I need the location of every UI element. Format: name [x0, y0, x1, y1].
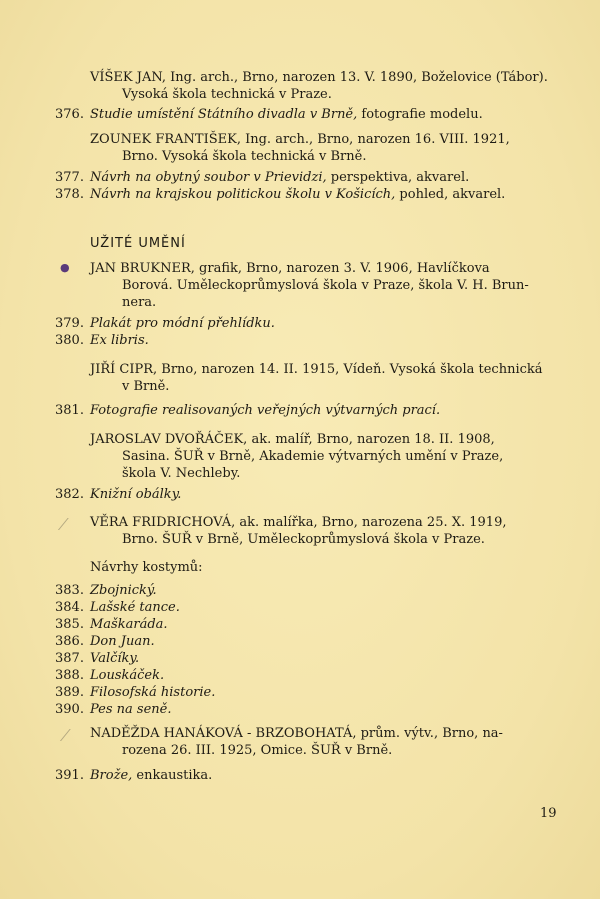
item-number: 379.	[55, 316, 84, 331]
item-number: 384.	[55, 600, 84, 615]
item-number: 383.	[55, 583, 84, 598]
item-number: 382.	[55, 487, 84, 502]
page-number: 19	[540, 806, 557, 821]
artist-header-line: nera.	[122, 295, 157, 310]
artist-header-line: Vysoká škola technická v Praze.	[122, 87, 332, 102]
item-number: 377.	[55, 170, 84, 185]
item-text	[90, 169, 469, 186]
item-number: 390.	[55, 702, 84, 717]
item-medium: fotografie modelu.	[357, 107, 483, 122]
item-title: Návrh na krajskou politickou školu v Košicích,	[90, 187, 396, 202]
item-number: 389.	[55, 685, 84, 700]
artist-header-line: rozena 26. III. 1925, Omice. ŠUŘ v Brně.	[122, 743, 393, 758]
artist-header-line: NADĚŽDA HANÁKOVÁ - BRZOBOHATÁ, prům. výtv., Brno, na-	[90, 726, 503, 741]
artist-header-line: škola V. Nechleby.	[122, 466, 241, 481]
item-number: 391.	[55, 768, 84, 783]
item-number: 386.	[55, 634, 84, 649]
artist-header-line: JAN BRUKNER, grafik, Brno, narozen 3. V. 1906, Havlíčkova	[90, 261, 490, 276]
item-number: 378.	[55, 187, 84, 202]
item-title: Plakát pro módní přehlídku.	[90, 316, 275, 331]
item-text	[90, 767, 212, 784]
item-title: Knižní obálky.	[90, 487, 182, 502]
artist-header-line: Sasina. ŠUŘ v Brně, Akademie výtvarných umění v Praze,	[122, 449, 504, 464]
item-title: Zbojnický.	[90, 583, 157, 598]
item-text	[90, 186, 505, 203]
item-title: Louskáček.	[90, 668, 165, 683]
item-title: Studie umístění Státního divadla v Brně,	[90, 107, 358, 122]
artist-header-line: ZOUNEK FRANTIŠEK, Ing. arch., Brno, narozen 16. VIII. 1921,	[90, 132, 510, 147]
item-medium: enkaustika.	[132, 768, 213, 783]
artist-header-line: Brno. ŠUŘ v Brně, Uměleckoprůmyslová škola v Praze.	[122, 532, 485, 547]
artist-header-line: Borová. Uměleckoprůmyslová škola v Praze, škola V. H. Brun-	[122, 278, 529, 293]
section-heading: UŽITÉ UMĚNÍ	[90, 236, 186, 251]
subheading: Návrhy kostymů:	[90, 560, 203, 575]
item-number: 376.	[55, 107, 84, 122]
artist-header-line: Brno. Vysoká škola technická v Brně.	[122, 149, 367, 164]
item-title: Don Juan.	[90, 634, 155, 649]
item-text	[90, 106, 483, 123]
item-title: Ex libris.	[90, 333, 149, 348]
item-medium: perspektiva, akvarel.	[326, 170, 470, 185]
item-number: 385.	[55, 617, 84, 632]
item-title: Valčíky.	[90, 651, 140, 666]
item-number: 387.	[55, 651, 84, 666]
artist-header-line: VÍŠEK JAN, Ing. arch., Brno, narozen 13. V. 1890, Boželovice (Tábor).	[90, 70, 548, 85]
artist-header-line: JIŘÍ CIPR, Brno, narozen 14. II. 1915, Vídeň. Vysoká škola technická	[90, 362, 543, 377]
item-title: Pes na seně.	[90, 702, 172, 717]
item-title: Lašské tance.	[90, 600, 180, 615]
pencil-mark-icon: ⁄	[64, 726, 67, 745]
item-title: Návrh na obytný soubor v Prievidzi,	[90, 170, 327, 185]
artist-header-line: v Brně.	[122, 379, 170, 394]
item-title: Fotografie realisovaných veřejných výtvarných prací.	[90, 403, 441, 418]
item-number: 388.	[55, 668, 84, 683]
item-title: Brože,	[90, 768, 133, 783]
item-title: Maškaráda.	[90, 617, 168, 632]
pencil-mark-icon: ⁄	[62, 515, 65, 534]
ink-mark-icon: ●	[60, 261, 70, 274]
item-medium: pohled, akvarel.	[395, 187, 506, 202]
artist-header-line: JAROSLAV DVOŘÁČEK, ak. malíř, Brno, narozen 18. II. 1908,	[90, 432, 495, 447]
item-title: Filosofská historie.	[90, 685, 216, 700]
item-number: 381.	[55, 403, 84, 418]
artist-header-line: VĚRA FRIDRICHOVÁ, ak. malířka, Brno, narozena 25. X. 1919,	[90, 515, 507, 530]
item-number: 380.	[55, 333, 84, 348]
